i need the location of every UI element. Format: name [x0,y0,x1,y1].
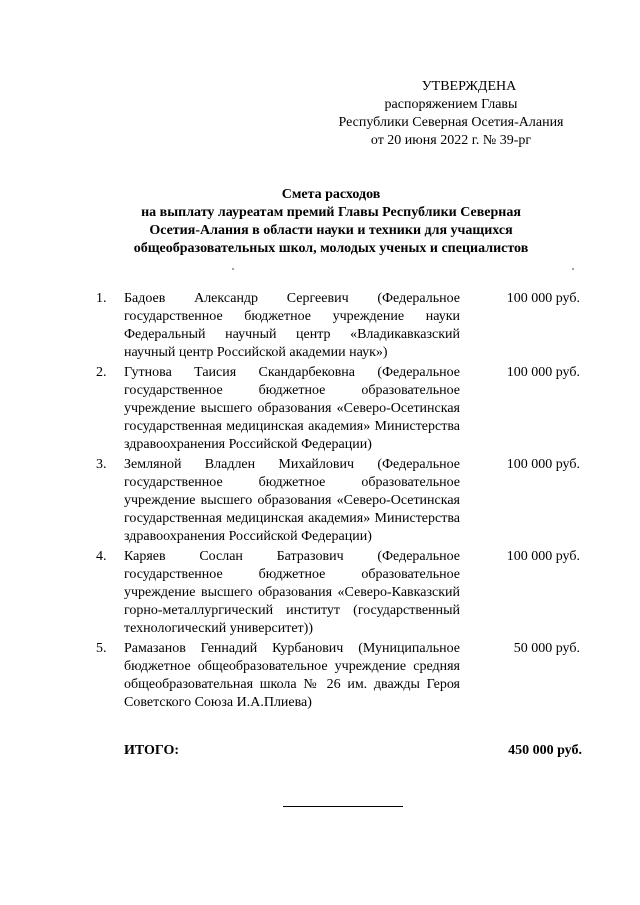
total-label: ИТОГО: [124,743,180,758]
item-number: 4. [96,549,107,564]
item-number: 1. [96,291,107,306]
item-number: 3. [96,457,107,472]
list-item [92,548,592,638]
item-number: 5. [96,641,107,656]
list-item [92,640,592,712]
item-description: Бадоев Александр Сергеевич (Федеральное государственное бюджетное учреждение науки Федеральный научный центр «Владикавказский научный центр Российской академии наук») [124,291,460,360]
list-item [92,364,592,454]
approval-line-2: распоряжением Главы [384,97,518,112]
laureate-list [92,290,592,714]
item-description: Гутнова Таисия Скандарбековна (Федеральное государственное бюджетное образовательное учреждение высшего образования «Северо-Осетинская государственная медицинская академия» Министерства здравоохранения Российской Федерации) [124,365,460,452]
title-line-2: на выплату лауреатам премий Главы Республики Северная [141,205,521,220]
title-line-1: Смета расходов [281,187,381,202]
item-amount: 50 000 руб. [513,641,580,656]
item-description: Рамазанов Геннадий Курбанович (Муниципальное бюджетное общеобразовательное учреждение средняя общеобразовательная школа № 26 им. дважды Героя Советского Союза И.А.Плиева) [124,641,460,710]
list-item [92,290,592,362]
document-title [80,186,582,258]
item-description: Каряев Сослан Батразович (Федеральное государственное бюджетное образовательное учреждение высшего образования «Северо-Кавказский горно-металлургический институт (государственный технологический университет)) [124,549,460,636]
scan-speck [232,268,234,270]
item-amount: 100 000 руб. [506,549,580,564]
approval-line-3: Республики Северная Осетия-Алания [338,115,564,130]
list-item [92,456,592,546]
item-amount: 100 000 руб. [506,291,580,306]
item-amount: 100 000 руб. [506,457,580,472]
title-line-3: Осетия-Алания в области науки и техники для учащихся [149,223,513,238]
total-value: 450 000 руб. [508,743,582,758]
item-amount: 100 000 руб. [506,365,580,380]
scan-speck [572,268,574,270]
approval-block [320,78,582,150]
title-line-4: общеобразовательных школ, молодых ученых и специалистов [133,241,529,256]
item-number: 2. [96,365,107,380]
item-description: Земляной Владлен Михайлович (Федеральное государственное бюджетное образовательное учреждение высшего образования «Северо-Осетинская государственная медицинская академия» Министерства здравоохранения Российской Федерации) [124,457,460,544]
approval-heading: УТВЕРЖДЕНА [421,79,517,94]
approval-line-4: от 20 июня 2022 г. № 39-рг [370,133,532,148]
end-divider [283,806,403,807]
